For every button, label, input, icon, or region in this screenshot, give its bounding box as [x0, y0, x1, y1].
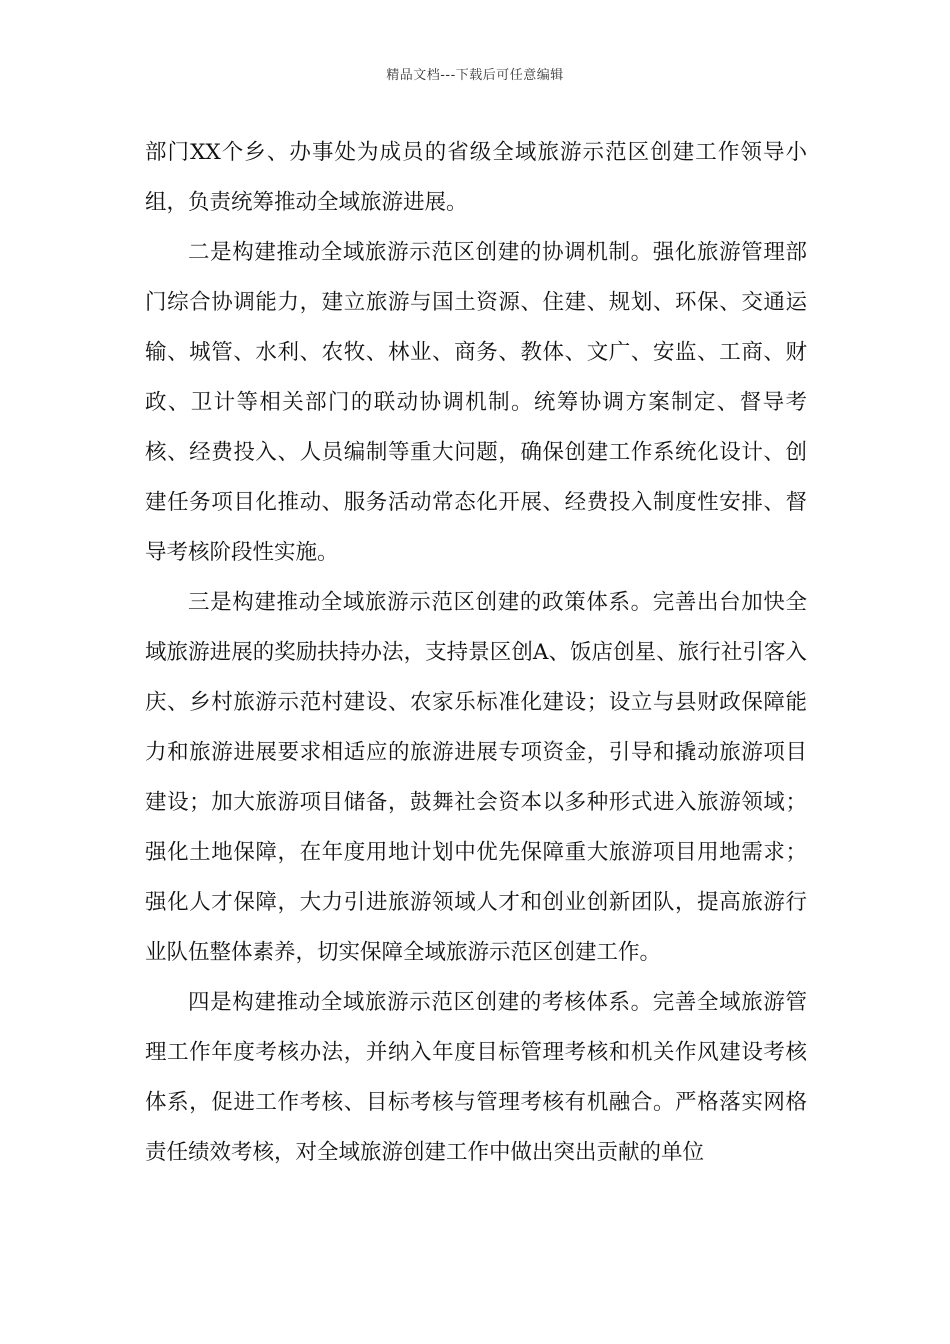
page-header: 精品文档---下载后可任意编辑 [386, 68, 564, 83]
paragraph-assessment-system: 四是构建推动全域旅游示范区创建的考核体系。完善全域旅游管理工作年度考核办法，并纳入年度目标管理考核和机关作风建设考核体系，促进工作考核、目标考核与管理考核有机融合。严格落实网格责任绩效考核，对全域旅游创建工作中做出突出贡献的单位 [145, 990, 807, 1165]
paragraph-coordination-mechanism: 二是构建推动全域旅游示范区创建的协调机制。强化旅游管理部门综合协调能力，建立旅游与国土资源、住建、规划、环保、交通运输、城管、水利、农牧、林业、商务、教体、文广、安监、工商、财政、卫计等相关部门的联动协调机制。统筹协调方案制定、督导考核、经费投入、人员编制等重大问题，确保创建工作系统化设计、创建任务项目化推动、服务活动常态化开展、经费投入制度性安排、督导考核阶段性实施。 [145, 240, 807, 565]
paragraph-policy-system: 三是构建推动全域旅游示范区创建的政策体系。完善出台加快全域旅游进展的奖励扶持办法，支持景区创A、饭店创星、旅行社引客入庆、乡村旅游示范村建设、农家乐标准化建设；设立与县财政保障能力和旅游进展要求相适应的旅游进展专项资金，引导和撬动旅游项目建设；加大旅游项目储备，鼓舞社会资本以多种形式进入旅游领域；强化土地保障，在年度用地计划中优先保障重大旅游项目用地需求；强化人才保障，大力引进旅游领域人才和创业创新团队，提高旅游行业队伍整体素养，切实保障全域旅游示范区创建工作。 [145, 590, 807, 965]
paragraph-continued: 部门XX个乡、办事处为成员的省级全域旅游示范区创建工作领导小组，负责统筹推动全域旅游进展。 [145, 140, 807, 215]
document-body [145, 128, 807, 1178]
